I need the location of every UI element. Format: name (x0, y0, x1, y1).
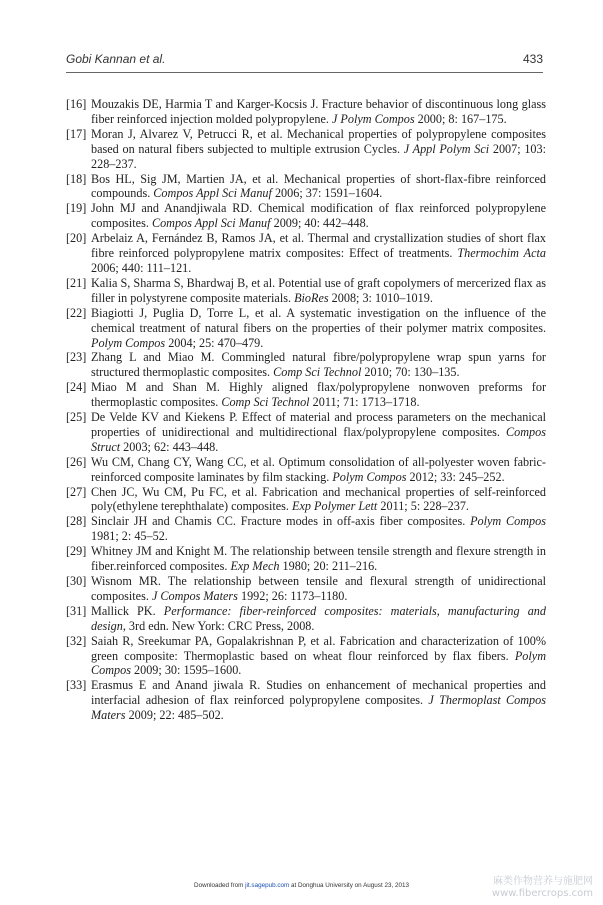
reference-text: Moran J, Alvarez V, Petrucci R, et al. Mechanical properties of polypropylene composites based on natural fibers subjected to multiple extrusion Cycles. (91, 126, 546, 156)
reference-citation: 1981; 2: 45–52. (91, 529, 168, 544)
reference-number: [23] (66, 350, 87, 365)
footer-link[interactable]: jit.sagepub.com (245, 882, 290, 889)
page-number: 433 (522, 52, 543, 66)
reference-number: [21] (66, 275, 87, 290)
reference-citation: 2011; 5: 228–237. (377, 499, 469, 514)
running-header (66, 52, 543, 70)
reference-citation: 2007; 103: 228–237. (91, 141, 546, 171)
reference-text: Wu CM, Chang CY, Wang CC, et al. Optimum consolidation of all-polyester woven fabric-reinforced composite laminates by film stacking. (91, 454, 546, 484)
reference-number: [31] (66, 603, 87, 618)
reference-entry (66, 172, 546, 202)
reference-text: Erasmus E and Anand jiwala R. Studies on enhancement of mechanical properties and interfacial adhesion of flax reinforced polypropylene composites. (91, 678, 546, 708)
reference-number: [22] (66, 305, 87, 320)
reference-citation: 1992; 26: 1173–1180. (237, 588, 348, 603)
reference-text: John MJ and Anandjiwala RD. Chemical modification of flax reinforced polypropylene composites. (91, 201, 546, 231)
reference-entry (66, 127, 546, 172)
reference-number: [28] (66, 514, 87, 529)
reference-citation: 2008; 3: 1010–1019. (328, 290, 433, 305)
reference-journal: Comp Sci Technol (273, 365, 362, 380)
reference-text: Mallick PK. (91, 603, 164, 618)
reference-journal: Thermochim Acta (457, 246, 546, 261)
footer-suffix: at Donghua University on August 23, 2013 (289, 882, 409, 889)
reference-citation: 2009; 30: 1595–1600. (130, 663, 242, 678)
reference-journal: J Polym Compos (331, 111, 415, 126)
reference-entry (66, 514, 546, 544)
watermark-line2: www.fibercrops.com (491, 888, 593, 899)
reference-text: Zhang L and Miao M. Commingled natural fibre/polypropylene wrap spun yarns for structured thermoplastic composites. (91, 350, 546, 380)
reference-number: [26] (66, 454, 87, 469)
footer-prefix: Downloaded from (194, 882, 246, 889)
reference-text: Chen JC, Wu CM, Pu FC, et al. Fabrication and mechanical properties of self-reinforced poly(ethylene terephthalate) composites. (91, 484, 546, 514)
header-rule (66, 72, 543, 73)
reference-journal: Polym Compos (470, 514, 546, 529)
reference-number: [16] (66, 97, 87, 111)
reference-entry (66, 604, 546, 634)
reference-number: [24] (66, 380, 87, 395)
reference-citation: 1980; 20: 211–216. (279, 559, 378, 574)
reference-number: [30] (66, 574, 87, 588)
reference-entry (66, 410, 546, 455)
reference-number: [29] (66, 544, 87, 559)
reference-number: [33] (66, 678, 87, 693)
reference-text: Biagiotti J, Puglia D, Torre L, et al. A systematic investigation on the influence of the chemical treatment of natural fibers on the properties of their polymer matrix composites. (91, 305, 546, 335)
reference-text: Saiah R, Sreekumar PA, Gopalakrishnan P, et al. Fabrication and characterization of 100% green composite: Thermoplastic based on wheat flour reinforced by flax fibers. (91, 633, 546, 663)
reference-entry (66, 276, 546, 306)
reference-journal: Compos Struct (91, 424, 546, 454)
reference-number: [25] (66, 410, 87, 425)
reference-citation: 2012; 33: 245–252. (406, 469, 505, 484)
reference-text: Bos HL, Sig JM, Martien JA, et al. Mechanical properties of short-flax-fibre reinforced compounds. (91, 171, 546, 201)
reference-entry (66, 380, 546, 410)
running-header-author: Gobi Kannan et al. (66, 52, 166, 66)
reference-journal: Polym Compos (91, 335, 166, 350)
reference-entry (66, 574, 546, 604)
reference-text: Miao M and Shan M. Highly aligned flax/polypropylene nonwoven preforms for thermoplastic composites. (91, 380, 546, 410)
reference-citation: 2006; 440: 111–121. (91, 260, 192, 275)
reference-journal: J Appl Polym Sci (403, 141, 490, 156)
reference-entry (66, 544, 546, 574)
reference-text: Mouzakis DE, Harmia T and Karger-Kocsis J. Fracture behavior of discontinuous long glass fiber reinforced injection molded polypropylene. (91, 97, 546, 126)
reference-number: [32] (66, 633, 87, 648)
reference-text: Kalia S, Sharma S, Bhardwaj B, et al. Potential use of graft copolymers of mercerized flax as filler in polystyrene composite materials. (91, 275, 546, 305)
reference-entry (66, 485, 546, 515)
reference-citation: 2006; 37: 1591–1604. (271, 186, 383, 201)
reference-number: [20] (66, 231, 87, 246)
reference-journal: Polym Compos (332, 469, 407, 484)
reference-citation: 2003; 62: 443–448. (120, 439, 219, 454)
reference-entry (66, 306, 546, 351)
reference-citation: 2004; 25: 470–479. (165, 335, 264, 350)
reference-journal: Comp Sci Technol (221, 395, 310, 410)
watermark-line1: 麻类作物营养与施肥网 (493, 876, 593, 887)
reference-number: [17] (66, 126, 87, 141)
reference-journal: J Thermoplast Compos Maters (91, 693, 546, 723)
reference-journal: Exp Polymer Lett (292, 499, 378, 514)
reference-text: Wisnom MR. The relationship between tensile and flexural strength of unidirectional composites. (91, 574, 546, 603)
reference-journal: J Compos Maters (151, 588, 238, 603)
reference-entry (66, 97, 546, 127)
reference-journal: Exp Mech (230, 559, 280, 574)
reference-citation: 2010; 70: 130–135. (361, 365, 460, 380)
reference-text: Arbelaiz A, Fernández B, Ramos JA, et al. Thermal and crystallization studies of short flax fibre reinforced polypropylene matrix composites: Effect of treatments. (91, 231, 546, 261)
reference-number: [19] (66, 201, 87, 216)
reference-journal: Compos Appl Sci Manuf (153, 186, 272, 201)
reference-text: Sinclair JH and Chamis CC. Fracture modes in off-axis fiber composites. (91, 514, 471, 529)
reference-text: De Velde KV and Kiekens P. Effect of material and process parameters on the mechanical properties of unidirectional and multidirectional flax/polypropylene composites. (91, 410, 546, 439)
reference-entry (66, 455, 546, 485)
reference-journal: Performance: fiber-reinforced composites: materials, manufacturing and design (91, 603, 546, 633)
reference-text: Whitney JM and Knight M. The relationship between tensile strength and flexure strength in fiber.reinforced composites. (91, 544, 546, 574)
watermark (492, 876, 593, 900)
reference-list (66, 97, 546, 723)
reference-citation: 2000; 8: 167–175. (414, 111, 507, 126)
reference-entry (66, 350, 546, 380)
reference-citation: 2009; 40: 442–448. (270, 216, 369, 231)
reference-entry (66, 231, 546, 276)
reference-entry (66, 634, 546, 679)
reference-citation: , 3rd edn. New York: CRC Press, 2008. (122, 618, 315, 633)
reference-journal: BioRes (294, 290, 329, 305)
reference-citation: 2011; 71: 1713–1718. (309, 395, 420, 410)
reference-citation: 2009; 22: 485–502. (125, 708, 224, 723)
reference-journal: Compos Appl Sci Manuf (151, 216, 271, 231)
reference-journal: Polym Compos (91, 648, 546, 678)
reference-entry (66, 678, 546, 723)
reference-entry (66, 201, 546, 231)
reference-number: [27] (66, 484, 87, 499)
reference-number: [18] (66, 171, 87, 186)
